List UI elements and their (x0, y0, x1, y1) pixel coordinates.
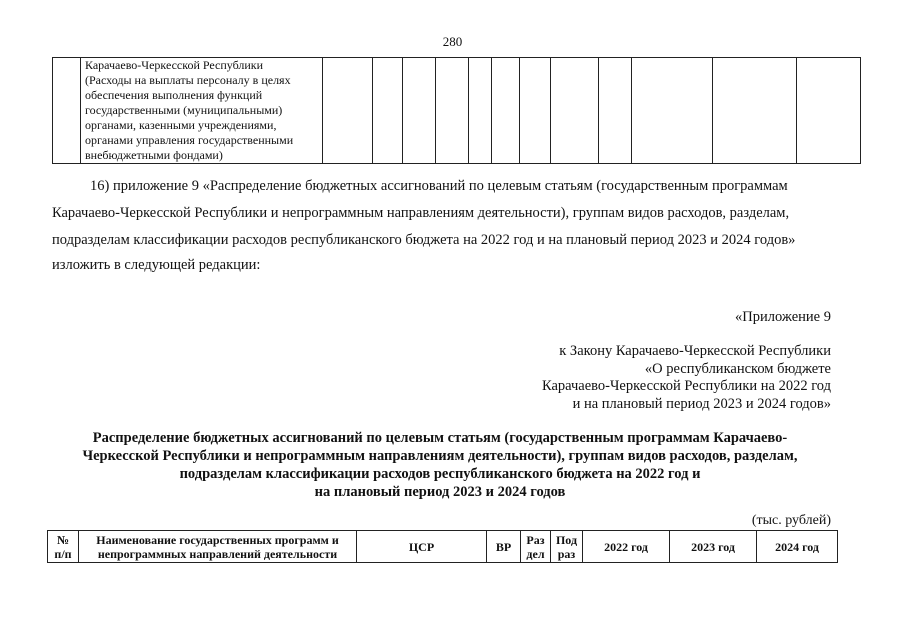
appendix-line: к Закону Карачаево-Черкесской Республики (559, 343, 831, 359)
column-header-name (79, 531, 357, 563)
document-heading (40, 429, 840, 501)
row-name-line: Карачаево-Черкесской Республики (85, 58, 264, 72)
amendment-paragraph-line: Карачаево-Черкесской Республики и непрограммным направлениям деятельности), группам видов расходов, разделам, (52, 205, 790, 221)
heading-line: на плановый период 2023 и 2024 годов (314, 484, 566, 500)
table-row (53, 58, 861, 164)
row-name-line: органами, казенными учреждениями, (85, 118, 277, 132)
header-line: непрограммных направлений деятельности (97, 546, 338, 561)
table-cell (373, 58, 403, 164)
heading-line: Черкесской Республики и непрограммным направлениям деятельности), группам видов расходов, разделам, (82, 448, 798, 464)
units-label: (тыс. рублей) (751, 513, 831, 528)
table-cell (551, 58, 599, 164)
table-header-row (48, 531, 838, 563)
row-name-cell (81, 58, 323, 164)
table-cell (53, 58, 81, 164)
table-cell (713, 58, 797, 164)
appendix-title: «Приложение 9 (735, 309, 831, 325)
header-line: дел (526, 546, 545, 561)
row-name-line: обеспечения выполнения функций (85, 88, 263, 102)
column-header-2023: 2023 год (670, 531, 757, 563)
amendment-paragraph-line: изложить в следующей редакции: (52, 257, 261, 273)
row-name-line: (Расходы на выплаты персоналу в целях (85, 73, 291, 87)
column-header-podrazdel (551, 531, 583, 563)
header-line: п/п (54, 546, 72, 561)
column-header-number (48, 531, 79, 563)
table-cell (492, 58, 520, 164)
heading-line: Распределение бюджетных ассигнований по целевым статьям (государственным программам Карачаево- (92, 430, 788, 446)
column-header-2024: 2024 год (757, 531, 838, 563)
header-line: раз (557, 546, 576, 561)
budget-table-header (47, 530, 838, 563)
heading-line: подразделам классификации расходов республиканского бюджета на 2022 год и (179, 466, 701, 482)
header-line: Раз (526, 532, 545, 547)
table-cell (436, 58, 469, 164)
appendix-reference (542, 343, 831, 413)
header-line: № (56, 532, 70, 547)
header-line: Под (555, 532, 578, 547)
page-number: 280 (442, 34, 463, 49)
column-header-2022: 2022 год (583, 531, 670, 563)
appendix-line: и на плановый период 2023 и 2024 годов» (572, 395, 831, 412)
appendix-line: Карачаево-Черкесской Республики на 2022 год (541, 378, 831, 394)
continuation-table (52, 57, 861, 164)
column-header-vr: ВР (487, 531, 521, 563)
row-name-line: органами управления государственными (85, 133, 294, 147)
amendment-paragraph-line: 16) приложение 9 «Распределение бюджетных ассигнований по целевым статьям (государственным программам (90, 178, 788, 194)
appendix-line: «О республиканском бюджете (644, 360, 831, 377)
table-cell (632, 58, 713, 164)
table-cell (599, 58, 632, 164)
header-line: Наименование государственных программ и (96, 532, 339, 547)
row-name-line: государственными (муниципальными) (85, 103, 283, 117)
table-cell (323, 58, 373, 164)
column-header-csr: ЦСР (357, 531, 487, 563)
amendment-paragraph-line: подразделам классификации расходов республиканского бюджета на 2022 год и на плановый период 2023 и 2024 годов» (52, 232, 796, 248)
table-cell (469, 58, 492, 164)
table-cell (520, 58, 551, 164)
column-header-razdel (521, 531, 551, 563)
table-cell (403, 58, 436, 164)
row-name-line: внебюджетными фондами) (85, 148, 223, 162)
table-cell (797, 58, 861, 164)
